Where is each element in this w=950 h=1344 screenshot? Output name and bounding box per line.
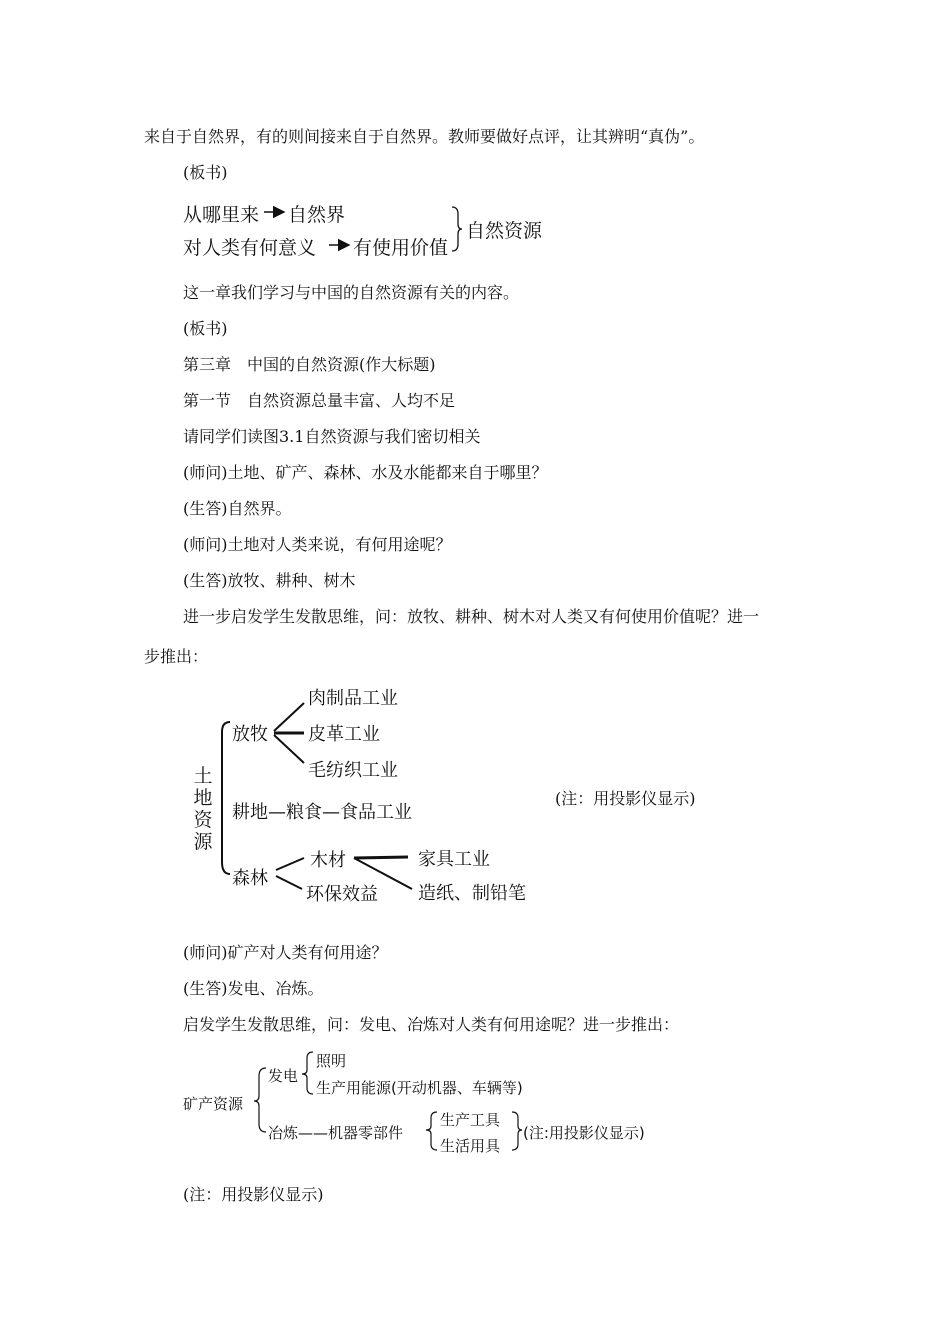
projector-note-end: (注：用投影仪显示) <box>183 1185 324 1204</box>
resource-label: 自然资源 <box>466 220 543 242</box>
brace-icon <box>512 1112 522 1150</box>
paragraph-line: 启发学生发散思维，问：发电、冶炼对人类有何用途呢？进一步推出： <box>183 1015 680 1034</box>
mineral-root-label: 矿产资源 <box>183 1095 244 1113</box>
paragraph-line: 进一步启发学生发散思维，问：放牧、耕种、树木对人类又有何使用价值呢？进一 <box>183 607 760 626</box>
answer-line: (生答)放牧、耕种、树木 <box>183 571 356 590</box>
answer-line: (生答)发电、冶炼。 <box>183 979 324 998</box>
question-line: (师问)矿产对人类有何用途？ <box>183 943 388 962</box>
paragraph-line: 这一章我们学习与中国的自然资源有关的内容。 <box>183 283 520 302</box>
brace-icon <box>426 1112 437 1150</box>
board-label: (板书) <box>183 163 228 182</box>
paragraph-line: 来自于自然界，有的则间接来自于自然界。教师要做好点评，让其辨明“真伪”。 <box>144 127 705 146</box>
leather-label: 皮革工业 <box>308 724 380 745</box>
wool-label: 毛纺织工业 <box>308 760 398 781</box>
wood-label: 木材 <box>310 850 346 871</box>
paragraph-line: 请同学们读图3.1自然资源与我们密切相关 <box>183 427 481 446</box>
meaning-label: 对人类有何意义 <box>183 237 317 259</box>
daily-label: 生活用具 <box>440 1137 501 1155</box>
meat-label: 肉制品工业 <box>308 688 398 709</box>
brace-icon <box>302 1052 313 1094</box>
nature-label: 自然界 <box>288 204 346 226</box>
paragraph-line: 步推出： <box>144 647 209 666</box>
value-label: 有使用价值 <box>353 237 449 259</box>
answer-line: (生答)自然界。 <box>183 499 292 518</box>
smelt-label: 冶炼——机器零部件 <box>268 1124 404 1142</box>
light-label: 照明 <box>316 1052 347 1070</box>
furniture-label: 家具工业 <box>418 849 490 870</box>
land-root-label: 土地资源 <box>193 765 213 853</box>
from-label: 从哪里来 <box>183 204 260 226</box>
env-label: 环保效益 <box>306 884 378 905</box>
board-label: (板书) <box>183 319 228 338</box>
forest-label: 森林 <box>232 868 268 889</box>
question-line: (师问)土地对人类来说，有何用途呢？ <box>183 535 452 554</box>
farm-label: 耕地—粮食—食品工业 <box>232 802 412 823</box>
projector-note: (注:用投影仪显示) <box>523 1124 645 1142</box>
brace-icon <box>254 1068 266 1132</box>
projector-note: (注：用投影仪显示) <box>555 789 696 808</box>
question-line: (师问)土地、矿产、森林、水及水能都来自于哪里？ <box>183 463 548 482</box>
section-title: 第一节 自然资源总量丰富、人均不足 <box>183 391 456 410</box>
grazing-label: 放牧 <box>232 724 268 745</box>
energy-label: 生产用能源(开动机器、车辆等) <box>316 1079 523 1097</box>
power-label: 发电 <box>268 1067 299 1085</box>
chapter-title: 第三章 中国的自然资源(作大标题) <box>183 355 436 374</box>
tools-label: 生产工具 <box>440 1111 501 1129</box>
paper-label: 造纸、制铅笔 <box>418 883 526 904</box>
